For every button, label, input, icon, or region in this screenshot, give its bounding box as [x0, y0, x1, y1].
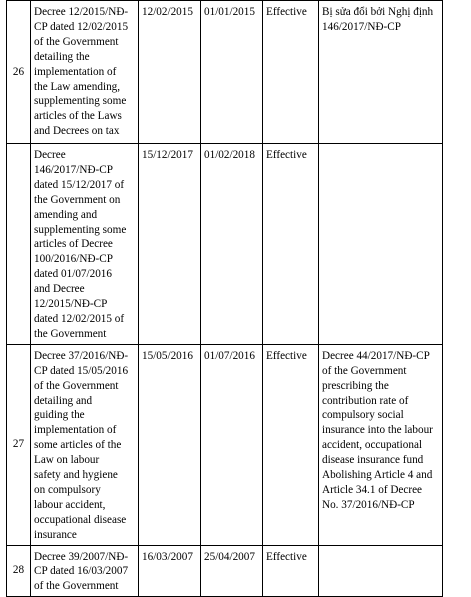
status: Effective — [263, 1, 319, 144]
text-line: 100/2016/NĐ-CP — [34, 253, 113, 266]
text-line: occupational disease — [34, 513, 127, 526]
issued-date: 16/03/2007 — [139, 545, 201, 597]
text-line: and Decrees on tax — [34, 125, 120, 138]
text-line: supplementing some — [34, 223, 127, 236]
regulation-table — [6, 0, 443, 597]
text-line: CP dated 16/03/2007 — [34, 565, 129, 578]
text-line: articles of Decree — [34, 238, 113, 251]
text-line: implementation of — [34, 424, 117, 437]
status: Effective — [263, 144, 319, 345]
text-line: and Decree — [34, 283, 85, 296]
issued-date: 15/05/2016 — [139, 344, 201, 545]
text-line: 146/2017/NĐ-CP — [322, 20, 401, 33]
text-line: accident, occupational — [322, 439, 423, 452]
row-number — [7, 144, 31, 345]
document-title — [31, 344, 139, 545]
text-line: detailing and — [34, 394, 93, 407]
text-line: dated 15/12/2017 of — [34, 178, 125, 191]
text-line: insurance — [34, 528, 77, 541]
text-line: safety and hygiene — [34, 469, 118, 482]
text-line: Decree — [34, 149, 66, 161]
effective-date: 01/02/2018 — [201, 144, 263, 345]
row-number: 27 — [7, 344, 31, 545]
text-line: of the Government — [322, 364, 407, 377]
text-line: Law on labour — [34, 454, 100, 467]
note — [319, 344, 443, 545]
text-line: CP dated 12/02/2015 — [34, 20, 129, 33]
text-line: 12/2015/NĐ-CP — [34, 298, 108, 311]
table-row — [7, 1, 443, 144]
text-line: insurance into the labour — [322, 424, 433, 437]
text-line: dated 01/07/2016 — [34, 268, 112, 281]
table-row — [7, 545, 443, 597]
note — [319, 1, 443, 144]
text-line: Decree 12/2015/NĐ- — [34, 6, 129, 18]
effective-date: 25/04/2007 — [201, 545, 263, 597]
text-line: Decree 44/2017/NĐ-CP — [322, 349, 430, 362]
text-line: implementation of — [34, 65, 117, 78]
text-line: disease insurance fund — [322, 454, 424, 467]
text-line: guiding the — [34, 409, 85, 422]
text-line: Decree 37/2016/NĐ- — [34, 349, 129, 362]
document-title — [31, 545, 139, 597]
text-line: Abolishing Article 4 and — [322, 469, 433, 482]
issued-date: 12/02/2015 — [139, 1, 201, 144]
text-line: dated 12/02/2015 of — [34, 312, 125, 325]
status: Effective — [263, 545, 319, 597]
text-line: the Government on — [34, 193, 121, 206]
text-line: detailing the — [34, 50, 90, 63]
text-line: amending and — [34, 208, 98, 221]
effective-date: 01/01/2015 — [201, 1, 263, 144]
text-line: compulsory social — [322, 409, 404, 422]
row-number: 26 — [7, 1, 31, 144]
text-line: the Government — [34, 327, 107, 340]
note — [319, 545, 443, 597]
text-line: articles of the Laws — [34, 110, 122, 123]
status: Effective — [263, 344, 319, 545]
document-title — [31, 144, 139, 345]
row-number: 28 — [7, 545, 31, 597]
text-line: CP dated 15/05/2016 — [34, 364, 129, 377]
text-line: No. 37/2016/NĐ-CP — [322, 498, 415, 511]
text-line: Article 34.1 of Decree — [322, 483, 423, 496]
table-row — [7, 144, 443, 345]
text-line: contribution rate of — [322, 394, 409, 407]
text-line: prescribing the — [322, 379, 389, 392]
text-line: Bị sửa đổi bởi Nghị định — [322, 6, 434, 18]
text-line: labour accident, — [34, 498, 106, 511]
text-line: of the Government — [34, 379, 119, 392]
text-line: the Law amending, — [34, 80, 121, 93]
note — [319, 144, 443, 345]
text-line: Decree 39/2007/NĐ- — [34, 550, 129, 563]
effective-date: 01/07/2016 — [201, 344, 263, 545]
text-line: some articles of the — [34, 439, 122, 452]
table-row — [7, 344, 443, 545]
text-line: of the Government — [34, 580, 119, 593]
document-title — [31, 1, 139, 144]
issued-date: 15/12/2017 — [139, 144, 201, 345]
text-line: on compulsory — [34, 483, 101, 496]
text-line: of the Government — [34, 35, 119, 48]
text-line: 146/2017/NĐ-CP — [34, 163, 113, 176]
text-line: supplementing some — [34, 95, 127, 108]
